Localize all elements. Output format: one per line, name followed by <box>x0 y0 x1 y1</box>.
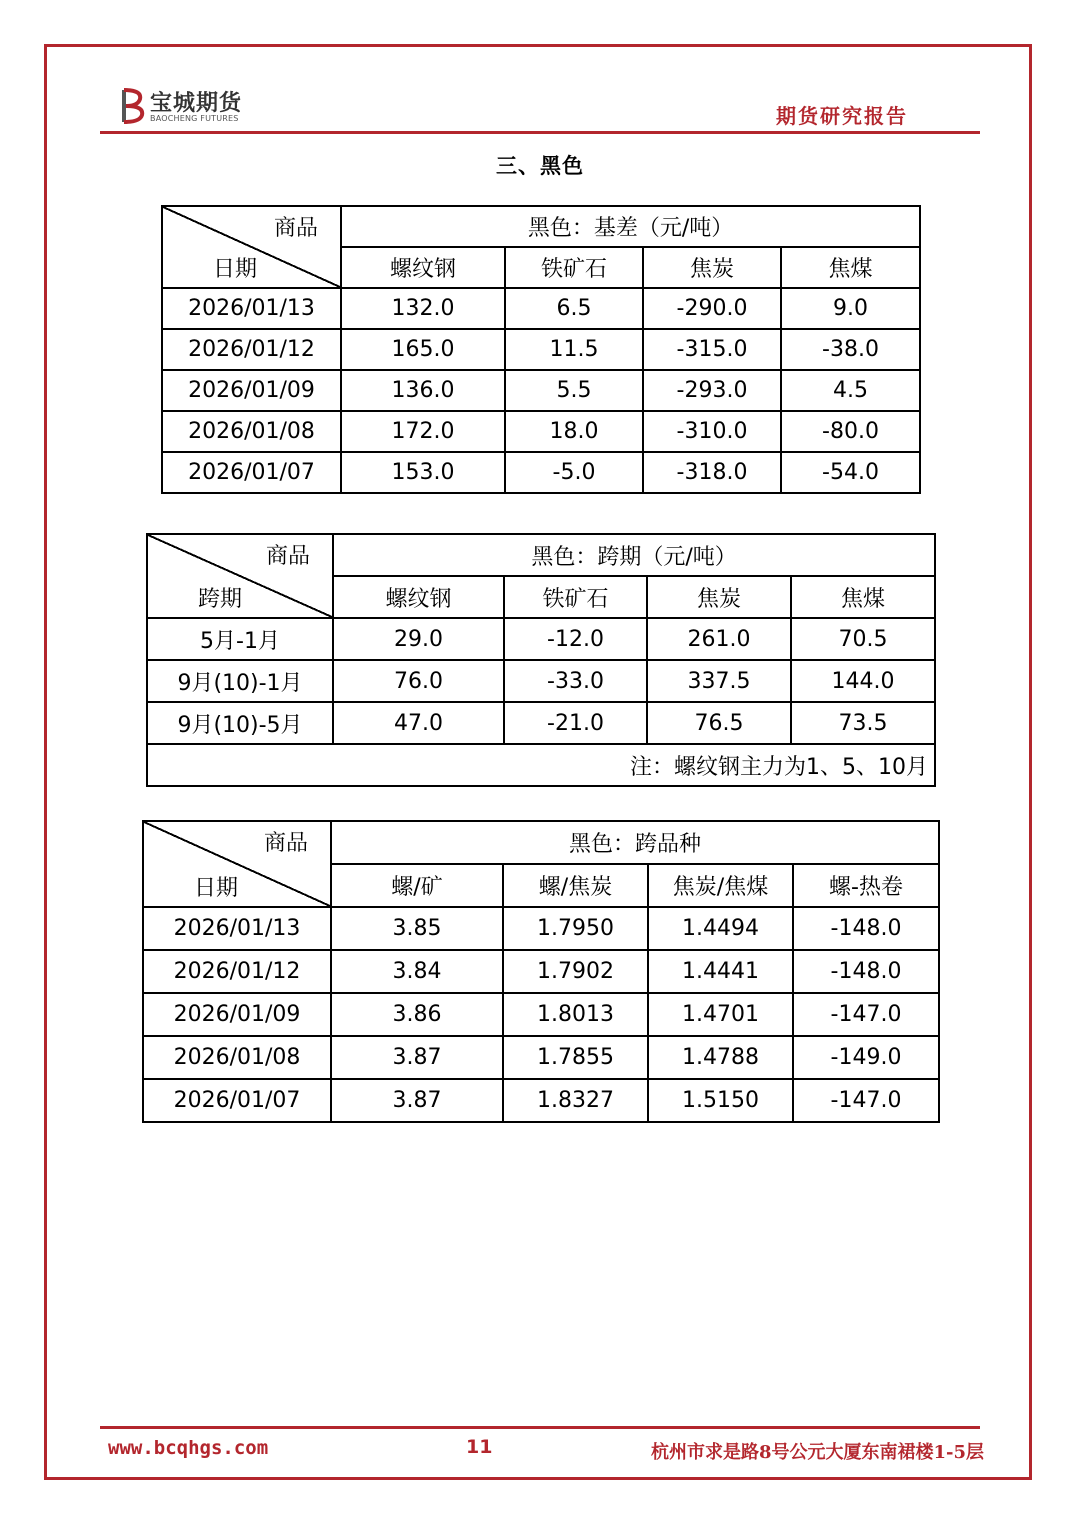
table-row <box>143 950 939 993</box>
table-cell: 76.0 <box>333 660 504 702</box>
row-date: 2026/01/07 <box>143 1079 331 1122</box>
table-cell: 1.8013 <box>503 993 648 1036</box>
row-date: 2026/01/13 <box>162 288 341 329</box>
table-cell: -315.0 <box>643 329 781 370</box>
column-header: 铁矿石 <box>505 247 643 288</box>
table-cell: -148.0 <box>793 907 939 950</box>
table-cell: -149.0 <box>793 1036 939 1079</box>
table-cell: 3.84 <box>331 950 503 993</box>
logo-english-name: BAOCHENG FUTURES <box>150 114 239 123</box>
table-cell: 1.8327 <box>503 1079 648 1122</box>
table-row <box>143 907 939 950</box>
row-date: 2026/01/09 <box>162 370 341 411</box>
table-row <box>147 618 935 660</box>
table-row <box>147 702 935 744</box>
row-spread-label: 9月(10)-5月 <box>147 702 333 744</box>
table-row <box>162 288 920 329</box>
row-date: 2026/01/12 <box>143 950 331 993</box>
table-cell: 144.0 <box>791 660 935 702</box>
table-row <box>147 660 935 702</box>
column-header: 焦炭 <box>647 576 791 618</box>
table-cell: 172.0 <box>341 411 505 452</box>
row-spread-label: 5月-1月 <box>147 618 333 660</box>
column-header: 螺/矿 <box>331 864 503 907</box>
table-cell: -38.0 <box>781 329 920 370</box>
table-cell: 165.0 <box>341 329 505 370</box>
table-cell: 73.5 <box>791 702 935 744</box>
table-cell: 6.5 <box>505 288 643 329</box>
table-cell: -12.0 <box>504 618 647 660</box>
table-cell: 4.5 <box>781 370 920 411</box>
column-header: 焦炭/焦煤 <box>648 864 793 907</box>
table-cell: -5.0 <box>505 452 643 493</box>
table-cell: 1.5150 <box>648 1079 793 1122</box>
table-cell: 1.7855 <box>503 1036 648 1079</box>
column-header: 螺/焦炭 <box>503 864 648 907</box>
row-spread-label: 9月(10)-1月 <box>147 660 333 702</box>
column-header: 焦炭 <box>643 247 781 288</box>
basis-table <box>161 205 921 494</box>
table-cell: -318.0 <box>643 452 781 493</box>
table-cell: -54.0 <box>781 452 920 493</box>
page-number: 11 <box>466 1436 493 1458</box>
header-divider <box>100 131 980 134</box>
table-cell: 1.4788 <box>648 1036 793 1079</box>
spread-corner-bottom: 跨期 <box>198 587 243 612</box>
row-date: 2026/01/08 <box>143 1036 331 1079</box>
table-cell: -33.0 <box>504 660 647 702</box>
table-cell: 1.4494 <box>648 907 793 950</box>
footer-address: 杭州市求是路8号公元大厦东南裙楼1-5层 <box>650 1442 984 1463</box>
table-row <box>143 993 939 1036</box>
table-cell: -310.0 <box>643 411 781 452</box>
table-cell: 3.86 <box>331 993 503 1036</box>
report-title: 期货研究报告 <box>776 104 908 128</box>
cross-corner-top: 商品 <box>263 831 308 856</box>
row-date: 2026/01/07 <box>162 452 341 493</box>
basis-group-header: 黑色：基差（元/吨） <box>341 206 920 247</box>
logo-icon <box>118 86 148 126</box>
column-header: 螺-热卷 <box>793 864 939 907</box>
table-cell: 1.4441 <box>648 950 793 993</box>
table-cell: -80.0 <box>781 411 920 452</box>
table-cell: 261.0 <box>647 618 791 660</box>
basis-corner-top: 商品 <box>273 216 318 241</box>
spread-group-header: 黑色：跨期（元/吨） <box>333 534 935 576</box>
table-cell: -293.0 <box>643 370 781 411</box>
table-cell: 11.5 <box>505 329 643 370</box>
table-row <box>143 1079 939 1122</box>
column-header: 铁矿石 <box>504 576 647 618</box>
cross-group-header: 黑色：跨品种 <box>331 821 939 864</box>
table-cell: 3.87 <box>331 1036 503 1079</box>
table-cell: 70.5 <box>791 618 935 660</box>
table-cell: -147.0 <box>793 1079 939 1122</box>
table-row <box>143 1036 939 1079</box>
basis-corner-bottom: 日期 <box>213 257 258 282</box>
column-header: 螺纹钢 <box>341 247 505 288</box>
table-row <box>162 452 920 493</box>
column-header: 螺纹钢 <box>333 576 504 618</box>
row-date: 2026/01/13 <box>143 907 331 950</box>
spread-corner-cell <box>147 534 333 618</box>
spread-table <box>146 533 936 787</box>
spread-corner-top: 商品 <box>265 544 310 569</box>
footer-divider <box>100 1426 980 1429</box>
table-cell: 1.7950 <box>503 907 648 950</box>
table-cell: 29.0 <box>333 618 504 660</box>
basis-corner-cell <box>162 206 341 288</box>
table-cell: -21.0 <box>504 702 647 744</box>
company-logo <box>118 86 258 126</box>
table-cell: 153.0 <box>341 452 505 493</box>
table-cell: 1.4701 <box>648 993 793 1036</box>
table-cell: -147.0 <box>793 993 939 1036</box>
table-cell: 5.5 <box>505 370 643 411</box>
table-cell: 1.7902 <box>503 950 648 993</box>
table-cell: 337.5 <box>647 660 791 702</box>
table-cell: 132.0 <box>341 288 505 329</box>
section-title: 三、黑色 <box>496 154 584 178</box>
cross-corner-cell <box>143 821 331 907</box>
table-cell: -290.0 <box>643 288 781 329</box>
table-cell: 18.0 <box>505 411 643 452</box>
row-date: 2026/01/12 <box>162 329 341 370</box>
column-header: 焦煤 <box>781 247 920 288</box>
table-cell: 47.0 <box>333 702 504 744</box>
cross-corner-bottom: 日期 <box>194 876 239 901</box>
table-row <box>162 329 920 370</box>
row-date: 2026/01/08 <box>162 411 341 452</box>
table-cell: 9.0 <box>781 288 920 329</box>
table-row <box>162 370 920 411</box>
table-cell: 3.87 <box>331 1079 503 1122</box>
cross-table <box>142 820 940 1123</box>
table-row <box>162 411 920 452</box>
table-cell: 76.5 <box>647 702 791 744</box>
row-date: 2026/01/09 <box>143 993 331 1036</box>
footer-website-link[interactable]: www.bcqhgs.com <box>108 1437 269 1459</box>
spread-note: 注：螺纹钢主力为1、5、10月 <box>147 744 935 786</box>
table-cell: 136.0 <box>341 370 505 411</box>
table-cell: 3.85 <box>331 907 503 950</box>
column-header: 焦煤 <box>791 576 935 618</box>
table-cell: -148.0 <box>793 950 939 993</box>
logo-chinese-name: 宝城期货 <box>150 90 243 116</box>
